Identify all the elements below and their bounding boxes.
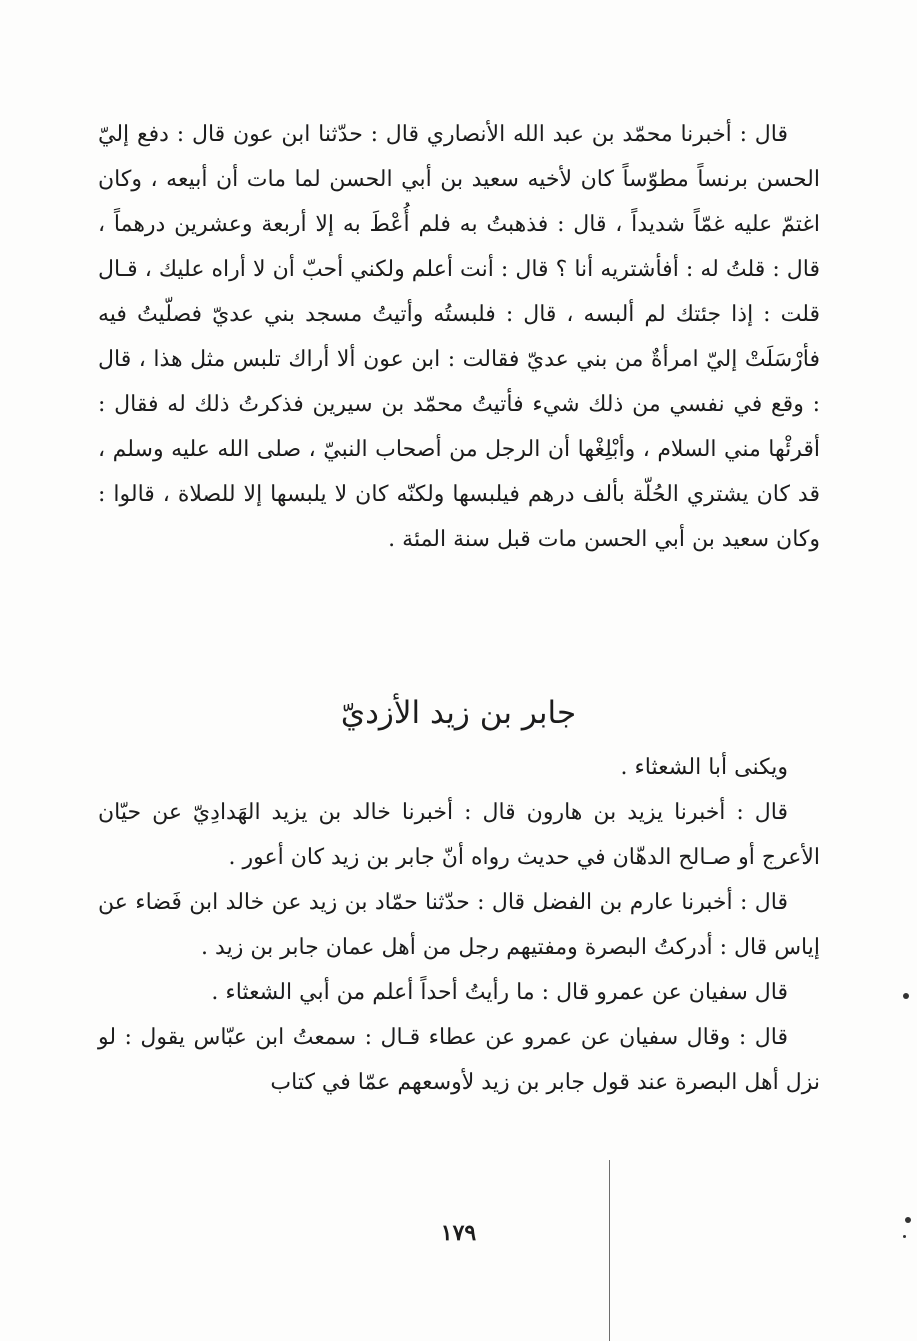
paragraph-narration: قال : أخبرنا يزيد بن هارون قال : أخبرنا خالد بن يزيد الهَدادِيّ عن حيّان الأعرج أو صـالح الدهّان في حديث رواه أنّ جابر بن زيد كان أعور . — [98, 800, 820, 870]
section-title: جابر بن زيد الأزديّ — [340, 694, 577, 731]
paragraph-anecdote — [98, 112, 820, 562]
paragraph-narration: قال : وقال سفيان عن عمرو عن عطاء قـال : سمعتُ ابن عبّاس يقول : لو نزل أهل البصرة عند قول جابر بن زيد لأوسعهم عمّا في كتاب — [98, 1025, 820, 1095]
text-line: مات قبل سنة المئة . — [388, 527, 577, 552]
scan-speck — [903, 993, 909, 999]
text-line: سيرين فذكرتُ ذلك له فقال : أقرئْها مني السلام ، وأبْلِغْها أن الرجل من — [98, 392, 821, 462]
top-paragraph — [98, 112, 820, 562]
text-line: قال : أخبرنا محمّد بن عبد الله الأنصاري قال : حدّثنا ابن عون قال : — [176, 122, 788, 147]
text-line: وكان اغتمّ عليه غمّاً شديداً ، قال : فذهبتُ به فلم أُعْطَ به إلا أربعة وعشرين — [98, 167, 820, 237]
text-line: فيلبسها ولكنّه كان لا يلبسها إلا للصلاة ، قالوا : وكان سعيد بن أبي الحسن — [98, 482, 820, 552]
text-line: درهماً ، قال : قلتُ له : أفأشتريه أنا ؟ قال : أنت أعلم ولكني أحبّ أن — [98, 212, 821, 282]
text-line: دفع إليّ الحسن برنساً مطوّساً كان لأخيه سعيد بن أبي الحسن لما مات أن أبيعه ، — [98, 122, 820, 192]
paragraph-kunya: ويكنى أبا الشعثاء . — [620, 755, 788, 780]
scan-speck — [903, 1235, 906, 1238]
scan-fold-line — [609, 1160, 610, 1341]
paragraph-narration: قال : أخبرنا عارم بن الفضل قال : حدّثنا حمّاد بن زيد عن خالد ابن فَضاء عن إياس قال : أدركتُ البصرة ومفتيهم رجل من أهل عمان جابر بن زيد . — [98, 890, 820, 960]
page-number: ١٧٩ — [440, 1220, 477, 1246]
text-line: بني عديّ فصلّيتُ فيه فأرْسَلَتْ إليّ امرأةٌ من بني عديّ فقالت : ابن عون — [98, 302, 820, 372]
text-line: أصحاب النبيّ ، صلى الله عليه وسلم ، قد كان يشتري الحُلّة بألف درهم — [98, 437, 820, 507]
paragraph-narration: قال سفيان عن عمرو قال : ما رأيتُ أحداً أعلم من أبي الشعثاء . — [211, 980, 788, 1005]
scan-speck — [905, 1217, 911, 1223]
text-line: لا أراه عليك ، قـال قلت : إذا جئتك لم ألبسه ، قال : فلبستُه وأتيتُ مسجد — [98, 257, 820, 327]
text-line: ألا أراك تلبس مثل هذا ، قال : وقع في نفسي من ذلك شيء فأتيتُ محمّد بن — [98, 347, 821, 417]
biography-body — [98, 745, 820, 1105]
